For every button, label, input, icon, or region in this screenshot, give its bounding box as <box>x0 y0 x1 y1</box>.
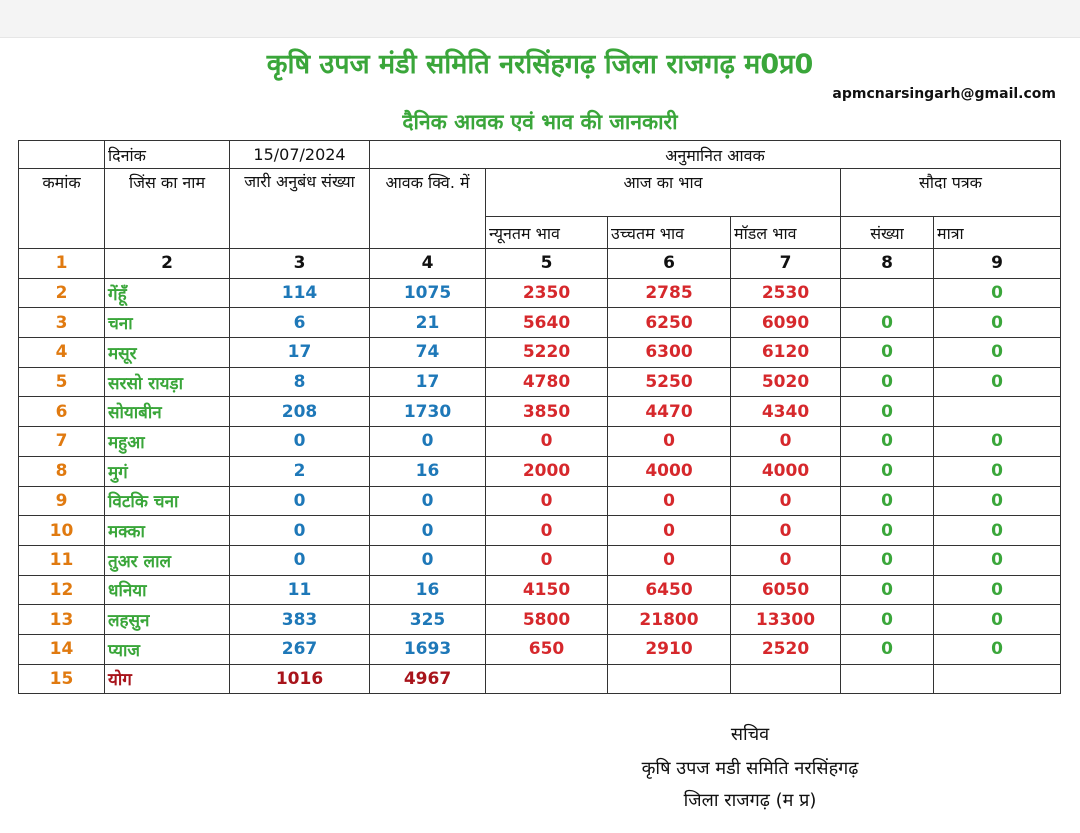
permit-count: 11 <box>230 575 370 605</box>
max-price: 0 <box>608 545 731 575</box>
commodity-name: महुआ <box>105 427 230 457</box>
min-price: 0 <box>486 427 608 457</box>
deal-quantity: 0 <box>934 456 1061 486</box>
max-price: 6300 <box>608 338 731 368</box>
serial-cell: 11 <box>19 545 105 575</box>
permit-count: 0 <box>230 545 370 575</box>
deal-quantity: 0 <box>934 308 1061 338</box>
permit-count: 0 <box>230 427 370 457</box>
arrival-qty: 1730 <box>370 397 486 427</box>
serial-cell: 14 <box>19 634 105 664</box>
table-row <box>19 545 1061 575</box>
permit-count: 0 <box>230 486 370 516</box>
permit-count: 8 <box>230 367 370 397</box>
min-price: 2000 <box>486 456 608 486</box>
empty-cell <box>486 664 608 694</box>
serial-header: कमांक <box>19 169 105 249</box>
price-table <box>18 140 1061 694</box>
email-address: apmcnarsingarh@gmail.com <box>832 86 1056 102</box>
serial-cell: 8 <box>19 456 105 486</box>
min-price: 3850 <box>486 397 608 427</box>
modal-price: 0 <box>731 427 841 457</box>
serial-cell: 12 <box>19 575 105 605</box>
empty-cell <box>841 664 934 694</box>
modal-price: 6050 <box>731 575 841 605</box>
commodity-name: गेंहूँ <box>105 278 230 308</box>
commodity-name: चना <box>105 308 230 338</box>
deal-quantity: 0 <box>934 634 1061 664</box>
signature-office: कृषि उपज मडी समिति नरसिंहगढ़ <box>641 758 859 779</box>
deal-quantity: 0 <box>934 338 1061 368</box>
min-price: 5800 <box>486 605 608 635</box>
page-title: कृषि उपज मंडी समिति नरसिंहगढ़ जिला राजगढ़ म0प्र0 <box>266 49 814 80</box>
deal-count: 0 <box>841 634 934 664</box>
arrival-qty: 74 <box>370 338 486 368</box>
column-number: 4 <box>370 249 486 279</box>
table-row <box>19 278 1061 308</box>
permit-count: 208 <box>230 397 370 427</box>
column-number: 3 <box>230 249 370 279</box>
max-price: 0 <box>608 427 731 457</box>
arrival-qty: 16 <box>370 575 486 605</box>
arrival-qty: 17 <box>370 367 486 397</box>
deal-count: 0 <box>841 486 934 516</box>
column-number: 1 <box>19 249 105 279</box>
signature-district: जिला राजगढ़ (म प्र) <box>683 790 817 811</box>
arrival-qty: 0 <box>370 545 486 575</box>
min-price: 0 <box>486 486 608 516</box>
arrival-qty: 0 <box>370 486 486 516</box>
permit-header: जारी अनुबंध संख्या <box>230 169 370 249</box>
deal-count: 0 <box>841 545 934 575</box>
max-price-header: उच्चतम भाव <box>608 217 731 249</box>
commodity-name: प्याज <box>105 634 230 664</box>
modal-price: 4000 <box>731 456 841 486</box>
commodity-name: सरसो रायड़ा <box>105 367 230 397</box>
max-price: 6450 <box>608 575 731 605</box>
arrival-qty: 0 <box>370 427 486 457</box>
table-row <box>19 338 1061 368</box>
permit-count: 267 <box>230 634 370 664</box>
max-price: 6250 <box>608 308 731 338</box>
column-number: 6 <box>608 249 731 279</box>
permit-count: 114 <box>230 278 370 308</box>
modal-price: 2520 <box>731 634 841 664</box>
deal-quantity: 0 <box>934 545 1061 575</box>
table-row <box>19 367 1061 397</box>
max-price: 0 <box>608 486 731 516</box>
commodity-name: मसूर <box>105 338 230 368</box>
modal-price: 5020 <box>731 367 841 397</box>
min-price-header: न्यूनतम भाव <box>486 217 608 249</box>
column-number: 5 <box>486 249 608 279</box>
modal-price: 6090 <box>731 308 841 338</box>
max-price: 4000 <box>608 456 731 486</box>
empty-cell <box>731 664 841 694</box>
max-price: 0 <box>608 516 731 546</box>
modal-price: 4340 <box>731 397 841 427</box>
arrival-qty: 0 <box>370 516 486 546</box>
table-row <box>19 456 1061 486</box>
table-row <box>19 308 1061 338</box>
max-price: 2910 <box>608 634 731 664</box>
top-band <box>0 0 1080 38</box>
min-price: 4150 <box>486 575 608 605</box>
permit-count: 17 <box>230 338 370 368</box>
deal-header: सौदा पत्रक <box>841 169 1061 217</box>
table-row <box>19 516 1061 546</box>
commodity-name: लहसुन <box>105 605 230 635</box>
deal-count: 0 <box>841 367 934 397</box>
today-price-header: आज का भाव <box>486 169 841 217</box>
permit-count: 0 <box>230 516 370 546</box>
serial-cell: 10 <box>19 516 105 546</box>
arrival-qty: 16 <box>370 456 486 486</box>
deal-count: 0 <box>841 338 934 368</box>
column-number: 8 <box>841 249 934 279</box>
deal-count <box>841 278 934 308</box>
commodity-name: धनिया <box>105 575 230 605</box>
modal-price: 13300 <box>731 605 841 635</box>
table-row <box>19 634 1061 664</box>
total-arrival: 4967 <box>370 664 486 694</box>
modal-price-header: मॉडल भाव <box>731 217 841 249</box>
date-label: दिनांक <box>105 141 230 169</box>
permit-count: 383 <box>230 605 370 635</box>
deal-count: 0 <box>841 308 934 338</box>
deal-count: 0 <box>841 456 934 486</box>
serial-cell: 2 <box>19 278 105 308</box>
table-row <box>19 397 1061 427</box>
serial-cell: 5 <box>19 367 105 397</box>
serial-cell: 6 <box>19 397 105 427</box>
count-header: संख्या <box>841 217 934 249</box>
deal-quantity: 0 <box>934 367 1061 397</box>
arrival-qty: 1693 <box>370 634 486 664</box>
page-subtitle: दैनिक आवक एवं भाव की जानकारी <box>402 110 678 134</box>
deal-quantity <box>934 397 1061 427</box>
empty-cell <box>934 664 1061 694</box>
max-price: 5250 <box>608 367 731 397</box>
modal-price: 2530 <box>731 278 841 308</box>
deal-count: 0 <box>841 516 934 546</box>
deal-quantity: 0 <box>934 516 1061 546</box>
modal-price: 0 <box>731 486 841 516</box>
date-value: 15/07/2024 <box>230 141 370 169</box>
max-price: 2785 <box>608 278 731 308</box>
modal-price: 6120 <box>731 338 841 368</box>
commodity-name: सोयाबीन <box>105 397 230 427</box>
commodity-name: विटकि चना <box>105 486 230 516</box>
commodity-name: मुगं <box>105 456 230 486</box>
total-permit: 1016 <box>230 664 370 694</box>
serial-cell: 7 <box>19 427 105 457</box>
max-price: 21800 <box>608 605 731 635</box>
min-price: 650 <box>486 634 608 664</box>
empty-cell <box>608 664 731 694</box>
serial-cell: 9 <box>19 486 105 516</box>
column-number: 2 <box>105 249 230 279</box>
permit-count: 6 <box>230 308 370 338</box>
permit-count: 2 <box>230 456 370 486</box>
modal-price: 0 <box>731 545 841 575</box>
deal-quantity: 0 <box>934 278 1061 308</box>
total-label: योग <box>105 664 230 694</box>
total-row <box>19 664 1061 694</box>
min-price: 0 <box>486 545 608 575</box>
estimated-arrival-header: अनुमानित आवक <box>370 141 1061 169</box>
commodity-name: मक्का <box>105 516 230 546</box>
arrival-qty: 1075 <box>370 278 486 308</box>
serial-cell: 3 <box>19 308 105 338</box>
min-price: 5220 <box>486 338 608 368</box>
deal-quantity: 0 <box>934 575 1061 605</box>
arrival-qty: 21 <box>370 308 486 338</box>
column-number: 7 <box>731 249 841 279</box>
table-row <box>19 575 1061 605</box>
deal-count: 0 <box>841 575 934 605</box>
deal-count: 0 <box>841 397 934 427</box>
min-price: 0 <box>486 516 608 546</box>
commodity-name: तुअर लाल <box>105 545 230 575</box>
table-row <box>19 486 1061 516</box>
deal-count: 0 <box>841 605 934 635</box>
deal-quantity: 0 <box>934 605 1061 635</box>
deal-quantity: 0 <box>934 427 1061 457</box>
modal-price: 0 <box>731 516 841 546</box>
min-price: 2350 <box>486 278 608 308</box>
min-price: 5640 <box>486 308 608 338</box>
max-price: 4470 <box>608 397 731 427</box>
quantity-header: मात्रा <box>934 217 1061 249</box>
total-serial: 15 <box>19 664 105 694</box>
serial-cell: 4 <box>19 338 105 368</box>
table-row <box>19 605 1061 635</box>
column-number: 9 <box>934 249 1061 279</box>
header-blank <box>19 141 105 169</box>
column-number-row <box>19 249 1061 279</box>
min-price: 4780 <box>486 367 608 397</box>
table-row <box>19 427 1061 457</box>
deal-count: 0 <box>841 427 934 457</box>
signature-title: सचिव <box>730 724 770 745</box>
serial-cell: 13 <box>19 605 105 635</box>
commodity-header: जिंस का नाम <box>105 169 230 249</box>
deal-quantity: 0 <box>934 486 1061 516</box>
arrival-qty: 325 <box>370 605 486 635</box>
arrival-header: आवक क्वि. में <box>370 169 486 249</box>
